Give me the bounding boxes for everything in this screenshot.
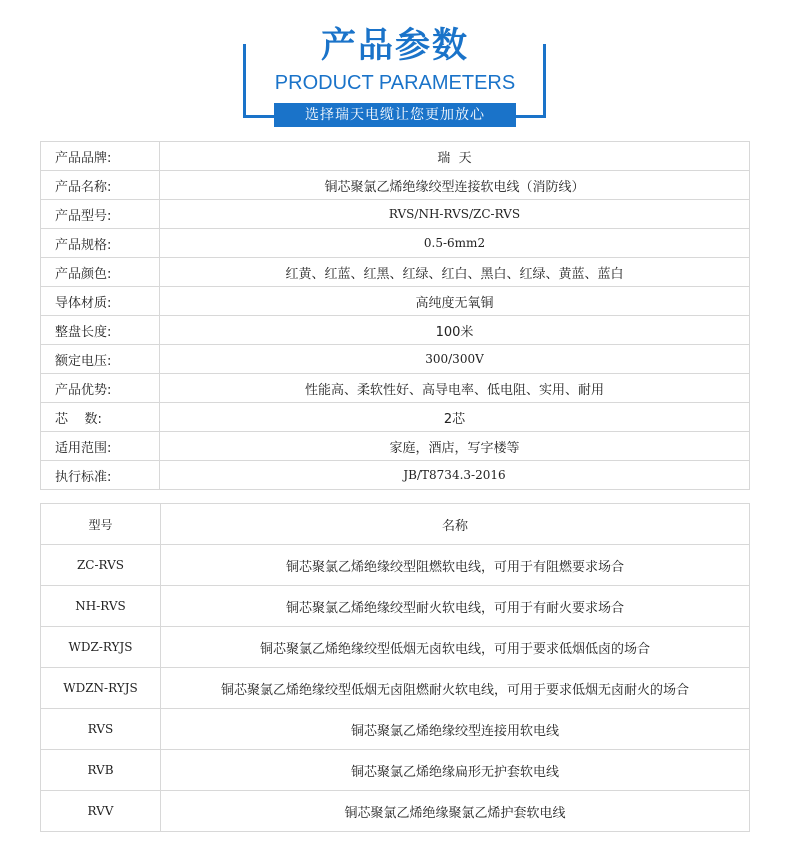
param-label: 额定电压: xyxy=(41,345,160,374)
param-row xyxy=(41,200,750,229)
model-row xyxy=(41,627,750,668)
param-row xyxy=(41,258,750,287)
model-description: 铜芯聚氯乙烯绝缘聚氯乙烯护套软电线 xyxy=(161,791,750,832)
param-value: 0.5-6mm2 xyxy=(160,229,750,258)
param-label: 产品优势: xyxy=(41,374,160,403)
model-code: WDZN-RYJS xyxy=(41,668,161,709)
param-row xyxy=(41,229,750,258)
slogan-banner: 选择瑞天电缆让您更加放心 xyxy=(274,103,516,127)
model-row xyxy=(41,709,750,750)
column-header-name: 名称 xyxy=(161,504,750,545)
param-label: 产品颜色: xyxy=(41,258,160,287)
param-value: 100米 xyxy=(160,316,750,345)
param-label: 导体材质: xyxy=(41,287,160,316)
param-row xyxy=(41,432,750,461)
param-value: 2芯 xyxy=(160,403,750,432)
models-header-row xyxy=(41,504,750,545)
param-label: 产品规格: xyxy=(41,229,160,258)
param-row xyxy=(41,461,750,490)
model-code: RVV xyxy=(41,791,161,832)
param-row xyxy=(41,287,750,316)
model-code: RVS xyxy=(41,709,161,750)
param-label: 芯 数: xyxy=(41,403,160,432)
param-label: 执行标准: xyxy=(41,461,160,490)
model-row xyxy=(41,545,750,586)
model-description: 铜芯聚氯乙烯绝缘绞型低烟无卤软电线，可用于要求低烟低卤的场合 xyxy=(161,627,750,668)
param-value: 高纯度无氧铜 xyxy=(160,287,750,316)
model-row xyxy=(41,586,750,627)
param-value: 家庭，酒店，写字楼等 xyxy=(160,432,750,461)
model-row xyxy=(41,750,750,791)
page-title: 产品参数 xyxy=(320,26,469,66)
param-value: 性能高、柔软性好、高导电率、低电阻、实用、耐用 xyxy=(160,374,750,403)
param-value: 铜芯聚氯乙烯绝缘绞型连接软电线（消防线） xyxy=(160,171,750,200)
param-label: 产品型号: xyxy=(41,200,160,229)
param-row xyxy=(41,142,750,171)
model-row xyxy=(41,791,750,832)
model-description: 铜芯聚氯乙烯绝缘绞型耐火软电线，可用于有耐火要求场合 xyxy=(161,586,750,627)
param-row xyxy=(41,403,750,432)
model-code: NH-RVS xyxy=(41,586,161,627)
model-code: RVB xyxy=(41,750,161,791)
param-label: 适用范围: xyxy=(41,432,160,461)
model-description: 铜芯聚氯乙烯绝缘绞型低烟无卤阻燃耐火软电线，可用于要求低烟无卤耐火的场合 xyxy=(161,668,750,709)
parameters-table xyxy=(40,141,750,490)
param-row xyxy=(41,171,750,200)
param-label: 产品名称: xyxy=(41,171,160,200)
param-value: RVS/NH-RVS/ZC-RVS xyxy=(160,200,750,229)
model-description: 铜芯聚氯乙烯绝缘扁形无护套软电线 xyxy=(161,750,750,791)
model-description: 铜芯聚氯乙烯绝缘绞型阻燃软电线，可用于有阻燃要求场合 xyxy=(161,545,750,586)
param-row xyxy=(41,316,750,345)
param-value: 瑞 天 xyxy=(160,142,750,171)
models-table xyxy=(40,503,750,832)
model-row xyxy=(41,668,750,709)
param-row xyxy=(41,374,750,403)
param-value: 红黄、红蓝、红黑、红绿、红白、黑白、红绿、黄蓝、蓝白 xyxy=(160,258,750,287)
column-header-model: 型号 xyxy=(41,504,161,545)
model-code: ZC-RVS xyxy=(41,545,161,586)
param-label: 整盘长度: xyxy=(41,316,160,345)
param-value: JB/T8734.3-2016 xyxy=(160,461,750,490)
param-row xyxy=(41,345,750,374)
model-code: WDZ-RYJS xyxy=(41,627,161,668)
param-label: 产品品牌: xyxy=(41,142,160,171)
param-value: 300/300V xyxy=(160,345,750,374)
page-subtitle: PRODUCT PARAMETERS xyxy=(274,72,516,94)
model-description: 铜芯聚氯乙烯绝缘绞型连接用软电线 xyxy=(161,709,750,750)
page-header xyxy=(0,0,790,130)
